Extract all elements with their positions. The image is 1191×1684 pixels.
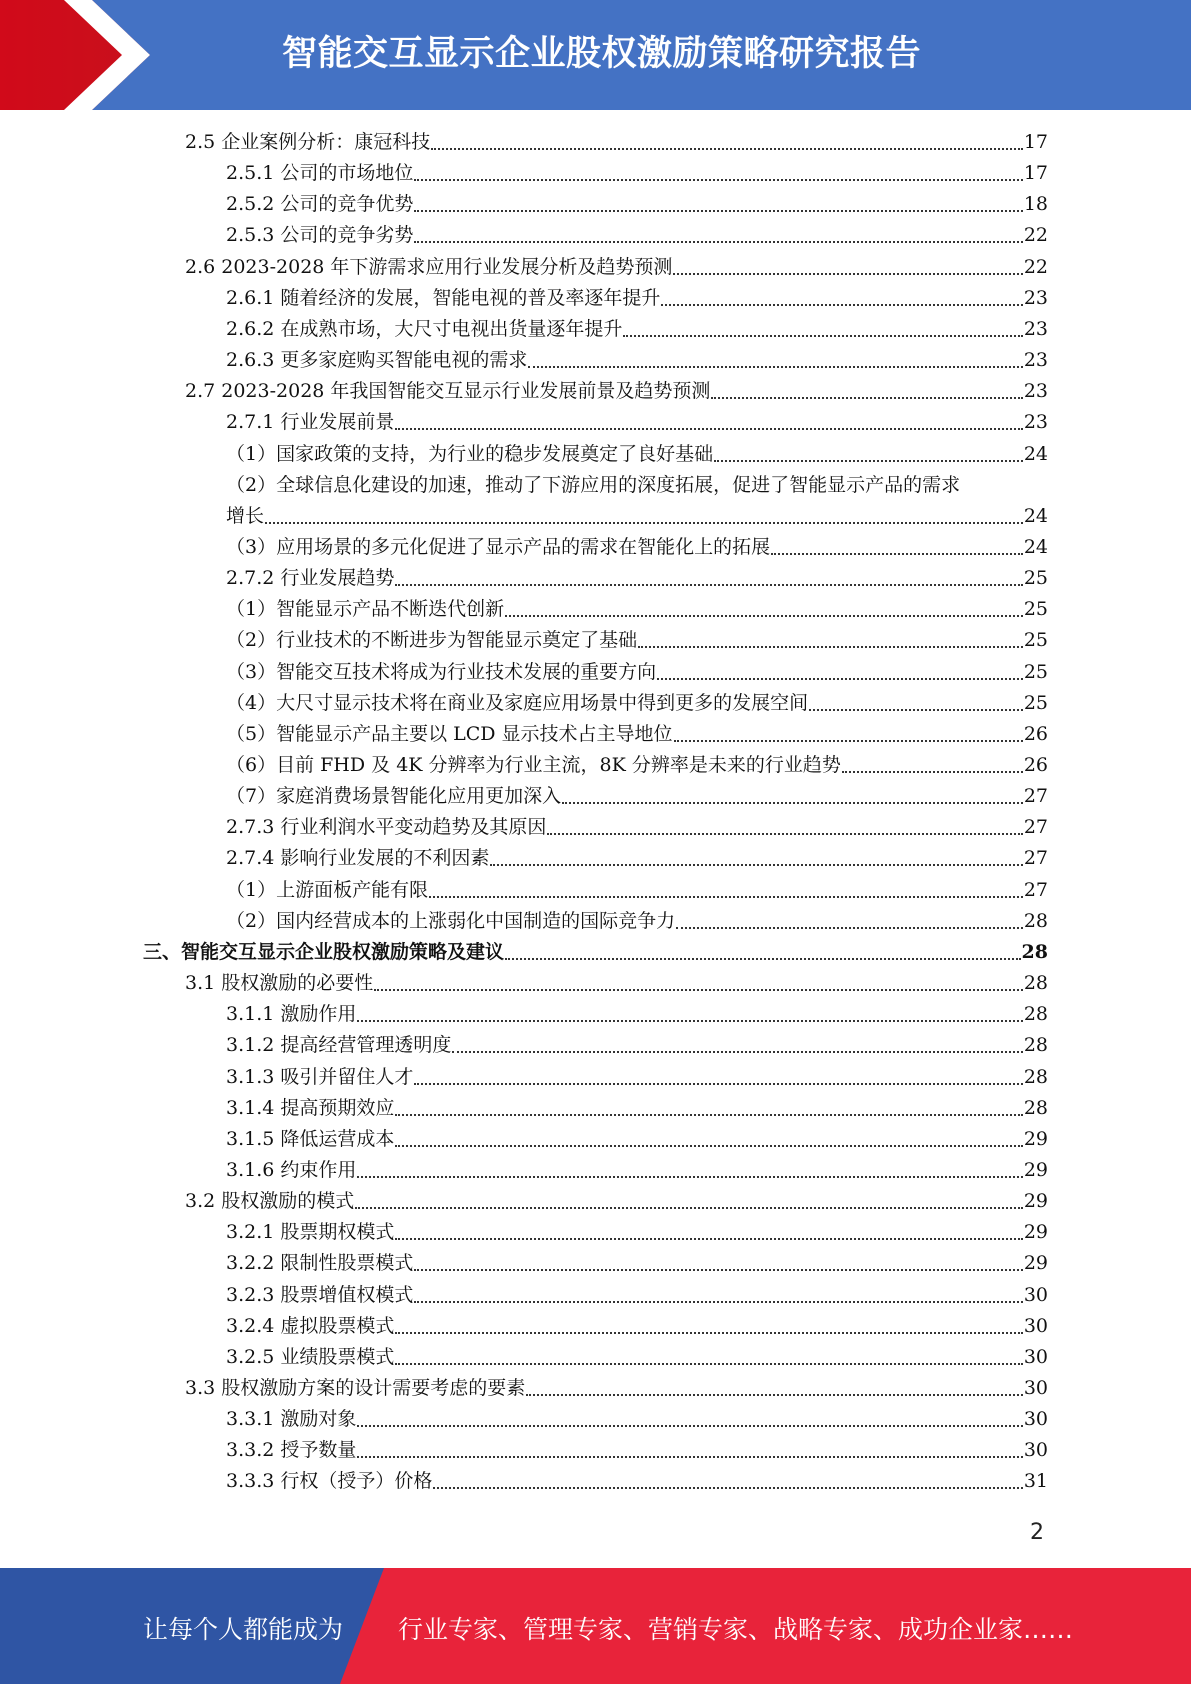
toc-entry-label: 3.1.3 吸引并留住人才 [226,1065,414,1088]
toc-page-number: 30 [1023,1283,1048,1306]
toc-entry[interactable] [226,439,1048,470]
toc-entry[interactable] [226,283,1048,314]
toc-entry[interactable] [226,1404,1048,1435]
toc-entry[interactable] [226,625,1048,656]
toc-entry-label: （3）应用场景的多元化促进了显示产品的需求在智能化上的拓展 [226,535,771,558]
toc-entry[interactable] [185,1373,1048,1404]
toc-dot-leader [357,1020,1022,1022]
page-number: 2 [1030,1520,1044,1545]
toc-dot-leader [414,1269,1022,1271]
toc-entry[interactable] [226,1342,1048,1373]
toc-entry-label: 2.7.3 行业利润水平变动趋势及其原因 [226,816,547,839]
toc-entry[interactable] [185,127,1048,158]
toc-entry[interactable] [226,750,1048,781]
toc-page-number: 17 [1023,131,1048,153]
toc-page-number: 30 [1023,1439,1048,1462]
toc-page-number: 23 [1023,317,1048,340]
toc-entry[interactable] [226,812,1048,843]
toc-entry-label: （1）智能显示产品不断迭代创新 [226,598,505,621]
footer-slogan-left: 让每个人都能成为 [143,1615,344,1644]
toc-dot-leader [374,989,1023,991]
toc-page-number: 29 [1023,1190,1048,1213]
toc-entry[interactable] [226,1248,1048,1279]
toc-dot-leader [638,646,1023,648]
toc-entry[interactable] [226,1093,1048,1124]
toc-entry-label: （2）全球信息化建设的加速，推动了下游应用的深度拓展，促进了智能显示产品的需求 [226,473,961,496]
toc-entry-label: （7）家庭消费场景智能化应用更加深入 [226,785,562,808]
toc-entry[interactable] [226,843,1048,874]
toc-page-number: 27 [1023,878,1048,901]
toc-entry-label: 3.3 股权激励方案的设计需要考虑的要素 [185,1377,526,1399]
toc-page-number: 25 [1023,598,1048,621]
toc-entry[interactable] [226,1062,1048,1093]
toc-entry[interactable] [226,688,1048,719]
toc-entry[interactable] [226,1466,1048,1497]
toc-page-number: 25 [1023,629,1048,652]
header-banner [0,0,1191,110]
toc-page-number: 30 [1023,1314,1048,1337]
toc-page-number: 25 [1023,691,1048,714]
footer-slogan-right: 行业专家、管理专家、营销专家、战略专家、成功企业家…… [398,1615,1074,1644]
toc-page-number: 30 [1023,1408,1048,1431]
toc-entry-label: 2.5.1 公司的市场地位 [226,162,414,185]
toc-entry[interactable] [226,1030,1048,1061]
toc-page-number: 24 [1023,504,1048,527]
toc-entry[interactable] [226,1155,1048,1186]
toc-page-number: 24 [1023,442,1048,465]
toc-dot-leader [355,1207,1023,1209]
toc-entry[interactable] [226,781,1048,812]
toc-entry-label: 2.7 2023-2028 年我国智能交互显示行业发展前景及趋势预测 [185,380,711,403]
toc-dot-leader [414,1083,1022,1085]
toc-entry[interactable] [226,1124,1048,1155]
toc-dot-leader [809,709,1023,711]
toc-entry-label: 2.6.3 更多家庭购买智能电视的需求 [226,349,528,372]
toc-entry-label: 3.3.1 激励对象 [226,1408,357,1431]
toc-entry-label: 2.5.3 公司的竞争劣势 [226,224,414,247]
toc-dot-leader [528,366,1022,368]
toc-entry-label: （6）目前 FHD 及 4K 分辨率为行业主流，8K 分辨率是未来的行业趋势 [226,754,841,776]
toc-entry[interactable] [226,158,1048,189]
toc-entry-label: 2.5 企业案例分析：康冠科技 [185,131,431,153]
toc-dot-leader [414,179,1022,181]
toc-page-number: 29 [1023,1221,1048,1244]
toc-page-number: 28 [1023,972,1048,995]
toc-dot-leader [357,1176,1022,1178]
toc-page-number: 23 [1023,380,1048,403]
toc-entry[interactable] [226,1280,1048,1311]
toc-entry-label: （2）行业技术的不断进步为智能显示奠定了基础 [226,629,638,652]
toc-entry-label: 3.1.1 激励作用 [226,1003,357,1026]
toc-entry[interactable] [226,594,1048,625]
toc-dot-leader [623,335,1022,337]
toc-entry-label: （4）大尺寸显示技术将在商业及家庭应用场景中得到更多的发展空间 [226,691,809,714]
toc-entry-label: 2.7.2 行业发展趋势 [226,567,395,590]
toc-entry[interactable] [185,252,1048,283]
toc-entry[interactable] [143,937,1048,968]
toc-page-number: 27 [1023,847,1048,870]
toc-page-number: 27 [1023,816,1048,839]
toc-page-number: 26 [1023,722,1048,745]
toc-entry-label: 2.7.1 行业发展前景 [226,411,395,434]
toc-page-number: 25 [1023,567,1048,590]
toc-dot-leader [711,397,1022,399]
toc-entry-label: 3.3.2 授予数量 [226,1439,357,1462]
footer-banner [0,1568,1191,1684]
toc-entry-label: 3.2 股权激励的模式 [185,1190,355,1213]
toc-dot-leader [431,148,1023,150]
toc-page-number: 28 [1023,1034,1048,1057]
toc-page-number: 28 [1023,909,1048,932]
toc-entry-label: 3.3.3 行权（授予）价格 [226,1470,433,1493]
toc-dot-leader [414,210,1022,212]
toc-page-number: 27 [1023,785,1048,808]
toc-entry-label: 3.1.6 约束作用 [226,1158,357,1181]
toc-entry[interactable] [226,563,1048,594]
toc-entry-label: （1）上游面板产能有限 [226,878,429,901]
toc-entry[interactable] [226,719,1048,750]
toc-dot-leader [452,1051,1022,1053]
toc-page-number: 29 [1023,1158,1048,1181]
toc-entry[interactable] [185,1186,1048,1217]
toc-dot-leader [490,864,1022,866]
toc-dot-leader [395,1332,1022,1334]
toc-entry-label: 3.1 股权激励的必要性 [185,972,374,995]
toc-page-number: 28 [1023,1096,1048,1119]
toc-entry-label: 3.2.2 限制性股票模式 [226,1252,414,1275]
toc-page-number: 23 [1023,286,1048,309]
toc-entry-label: 2.6 2023-2028 年下游需求应用行业发展分析及趋势预测 [185,255,673,278]
toc-page-number: 31 [1023,1470,1048,1493]
document-title: 智能交互显示企业股权激励策略研究报告 [282,34,922,74]
toc-dot-leader [357,1425,1022,1427]
toc-dot-leader [395,1238,1022,1240]
toc-entry-label: 3.2.4 虚拟股票模式 [226,1314,395,1337]
toc-entry-label: 2.5.2 公司的竞争优势 [226,193,414,216]
toc-dot-leader [676,927,1023,929]
toc-entry[interactable] [226,345,1048,376]
toc-entry[interactable] [226,1311,1048,1342]
toc-entry-label: （5）智能显示产品主要以 LCD 显示技术占主导地位 [226,722,673,745]
toc-entry[interactable] [185,376,1048,407]
toc-entry[interactable] [226,1435,1048,1466]
toc-entry-label: 2.7.4 影响行业发展的不利因素 [226,847,490,870]
toc-dot-leader [433,1487,1022,1489]
toc-entry[interactable] [226,1217,1048,1248]
toc-dot-leader [714,460,1023,462]
toc-entry[interactable] [226,657,1048,688]
toc-dot-leader [395,428,1022,430]
toc-dot-leader [395,584,1022,586]
toc-entry[interactable] [226,875,1048,906]
toc-page-number: 18 [1023,193,1048,216]
toc-entry-label: 2.6.2 在成熟市场，大尺寸电视出货量逐年提升 [226,317,623,340]
toc-dot-leader [657,678,1023,680]
toc-entry[interactable] [226,906,1048,937]
toc-dot-leader [673,273,1022,275]
toc-page-number: 24 [1023,535,1048,558]
toc-page-number: 17 [1023,162,1048,185]
toc-dot-leader [265,522,1023,524]
toc-entry-label: 3.1.4 提高预期效应 [226,1096,395,1119]
toc-dot-leader [674,740,1023,742]
toc-page-number: 28 [1023,1065,1048,1088]
toc-page-number: 22 [1023,224,1048,247]
toc-dot-leader [526,1394,1023,1396]
toc-entry-label: 3.1.2 提高经营管理透明度 [226,1034,452,1057]
toc-entry-label: 2.6.1 随着经济的发展，智能电视的普及率逐年提升 [226,286,661,309]
toc-entry-label: 3.1.5 降低运营成本 [226,1127,395,1150]
toc-dot-leader [429,896,1023,898]
toc-page-number: 26 [1023,754,1048,776]
toc-entry[interactable] [226,189,1048,220]
toc-dot-leader [414,1301,1022,1303]
toc-page-number: 23 [1023,349,1048,372]
toc-page-number: 25 [1023,660,1048,683]
toc-dot-leader [661,304,1022,306]
toc-entry-label: 3.2.5 业绩股票模式 [226,1345,395,1368]
toc-entry[interactable] [226,314,1048,345]
toc-entry[interactable] [226,532,1048,563]
toc-entry-continuation: 增长 [226,504,265,527]
toc-dot-leader [395,1145,1022,1147]
toc-dot-leader [395,1363,1022,1365]
toc-page-number: 30 [1023,1377,1048,1399]
toc-entry[interactable] [226,407,1048,438]
toc-entry-label: （3）智能交互技术将成为行业技术发展的重要方向 [226,660,657,683]
toc-page-number: 30 [1023,1345,1048,1368]
toc-entry[interactable] [226,220,1048,251]
toc-page-number: 28 [1021,940,1048,963]
toc-dot-leader [505,615,1023,617]
toc-entry-label: （2）国内经营成本的上涨弱化中国制造的国际竞争力 [226,909,676,932]
toc-entry-label: 三、智能交互显示企业股权激励策略及建议 [143,940,505,963]
toc-dot-leader [562,802,1023,804]
toc-entry[interactable] [185,968,1048,999]
toc-dot-leader [414,241,1022,243]
toc-dot-leader [547,833,1022,835]
toc-page-number: 29 [1023,1252,1048,1275]
toc-page-number: 28 [1023,1003,1048,1026]
toc-entry-label: （1）国家政策的支持，为行业的稳步发展奠定了良好基础 [226,442,714,465]
toc-dot-leader [395,1114,1022,1116]
toc-dot-leader [357,1456,1022,1458]
toc-dot-leader [505,958,1021,960]
toc-page-number: 29 [1023,1127,1048,1150]
toc-dot-leader [842,771,1023,773]
toc-page-number: 23 [1023,411,1048,434]
toc-entry[interactable] [226,501,1048,532]
toc-entry-label: 3.2.1 股票期权模式 [226,1221,395,1244]
toc-page-number: 22 [1023,255,1048,278]
toc-entry-label: 3.2.3 股票增值权模式 [226,1283,414,1306]
toc-dot-leader [771,553,1023,555]
toc-entry[interactable] [226,999,1048,1030]
